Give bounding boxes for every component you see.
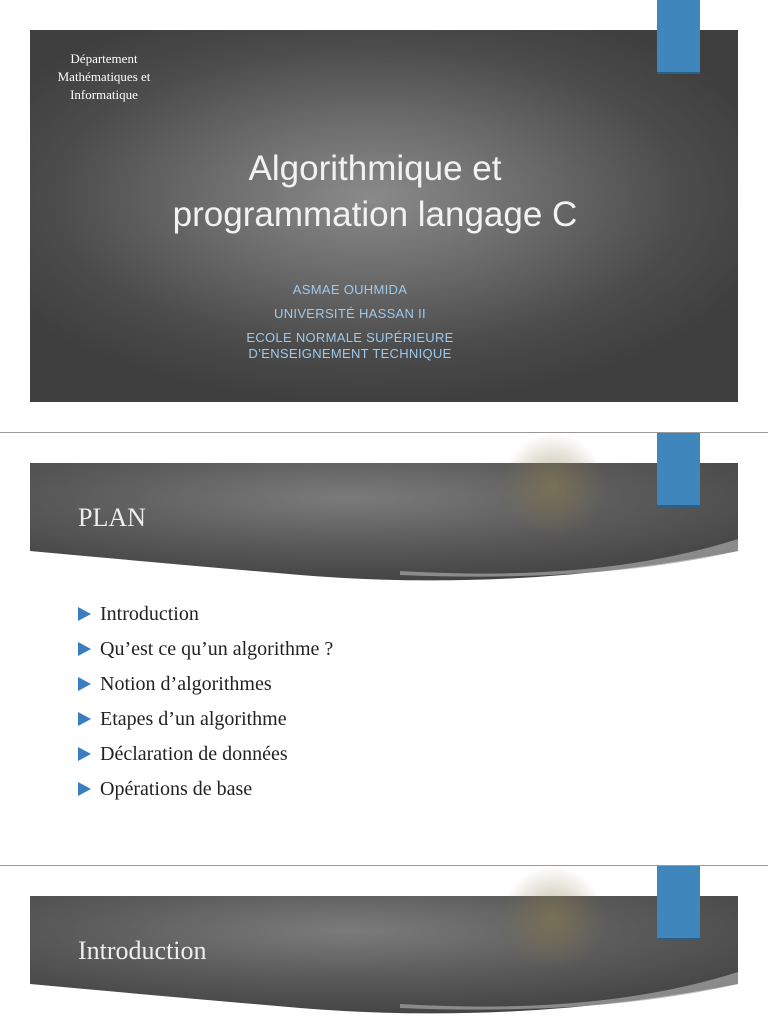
list-item: [78, 671, 333, 706]
title-line: programmation langage C: [172, 195, 578, 234]
title-slide: [0, 0, 768, 432]
department-label: [52, 50, 156, 104]
list-item: [78, 601, 333, 636]
school-name-line: D’ENSEIGNEMENT TECHNIQUE: [248, 346, 452, 361]
list-item-text: Déclaration de données: [100, 743, 288, 765]
department-line: Informatique: [70, 87, 138, 102]
triangle-bullet-icon: [78, 712, 91, 726]
list-item: [78, 636, 333, 671]
author-block: [30, 282, 670, 362]
introduction-slide: [0, 866, 768, 1024]
presentation-title: [30, 146, 720, 238]
school-name-line: ECOLE NORMALE SUPÉRIEURE: [246, 330, 454, 345]
title-line: Algorithmique et: [248, 149, 502, 188]
list-item-text: Etapes d’un algorithme: [100, 708, 287, 730]
list-item-text: Introduction: [100, 603, 199, 625]
slide-heading: PLAN: [78, 503, 146, 532]
list-item-text: Opérations de base: [100, 778, 253, 800]
department-line: Mathématiques et: [57, 69, 151, 84]
slide-heading: Introduction: [78, 936, 207, 965]
triangle-bullet-icon: [78, 642, 91, 656]
triangle-bullet-icon: [78, 782, 91, 796]
list-item-text: Qu’est ce qu’un algorithme ?: [100, 638, 334, 660]
triangle-bullet-icon: [78, 747, 91, 761]
plan-slide: [0, 433, 768, 865]
university-name: UNIVERSITÉ HASSAN II: [274, 306, 426, 321]
triangle-bullet-icon: [78, 607, 91, 621]
triangle-bullet-icon: [78, 677, 91, 691]
accent-tab: [657, 0, 700, 74]
plan-list: [78, 601, 333, 811]
accent-tab: [657, 433, 700, 507]
department-line: Département: [70, 51, 138, 66]
list-item: [78, 776, 333, 811]
list-item: [78, 741, 333, 776]
accent-tab: [657, 866, 700, 940]
author-name: ASMAE OUHMIDA: [292, 282, 408, 297]
list-item-text: Notion d’algorithmes: [100, 673, 272, 695]
list-item: [78, 706, 333, 741]
